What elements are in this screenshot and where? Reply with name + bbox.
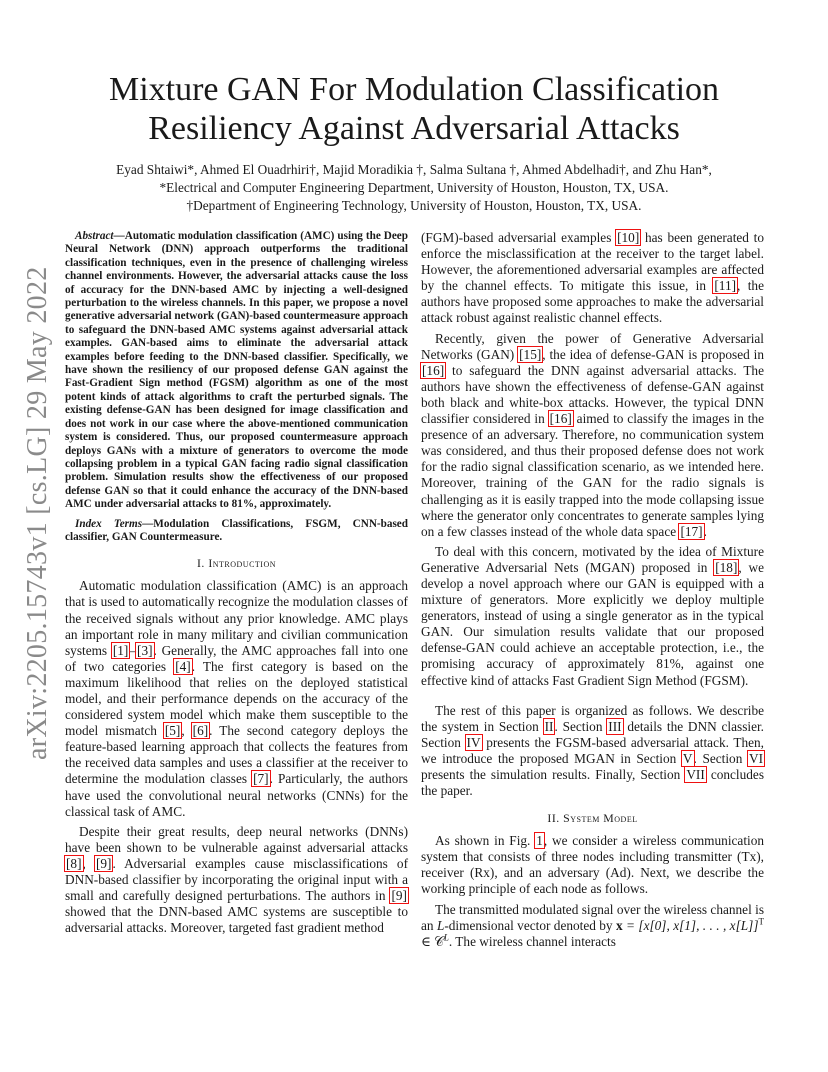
citation-link[interactable]: [11] <box>714 278 737 294</box>
math-expression: = [x[0], x[1], . . . , x[L]] <box>622 917 759 933</box>
text-run: , the idea of defense-GAN is proposed in <box>542 346 764 362</box>
section-heading-introduction <box>65 556 408 571</box>
text-run: (FGM)-based adversarial examples <box>421 230 617 245</box>
title-line-1: Mixture GAN For Modulation Classification <box>108 71 720 108</box>
text-run: . The wireless channel interacts <box>448 933 616 949</box>
text-run: has been generated to enforce the misclassification at the receiver to the target label. However, the aforementioned adversarial examples are affected by the channel effects. To mitigate this issue, in <box>421 230 765 294</box>
math-superscript: L <box>443 932 449 943</box>
section-number: I. <box>196 556 205 571</box>
text-run: , the authors have proposed some approaches to make the adversarial attack robust against realistic channel effects. <box>421 278 764 326</box>
left-column <box>65 230 408 940</box>
citation-link[interactable]: [1] <box>112 642 129 658</box>
text-run: The transmitted modulated signal over the wireless channel is an <box>421 901 764 933</box>
intro-paragraph-6 <box>421 703 764 800</box>
text-run: showed that the DNN-based AMC systems are susceptible to adversarial attacks. Moreover, targeted fast gradient method <box>65 904 408 936</box>
index-terms <box>65 518 408 545</box>
text-run: details the DNN classier. Section <box>421 718 764 750</box>
intro-paragraph-5 <box>421 544 764 689</box>
citation-link[interactable]: [9] <box>391 888 407 904</box>
arxiv-stamp-text: arXiv:2205.15743v1 [cs.LG] 29 May 2022 <box>22 266 53 760</box>
text-run: presents the simulation results. Finally, Section <box>421 767 686 782</box>
abstract <box>65 230 408 512</box>
text-run: , <box>181 723 192 739</box>
text-run: . Section <box>693 750 748 766</box>
section-link[interactable]: IV <box>466 734 481 750</box>
abstract-label: Abstract <box>75 230 114 242</box>
text-run: to safeguard the DNN against adversarial attacks. The authors have shown the effectiveness of defense-GAN against both black and white-box attacks. However, the typical DNN classifier considered in <box>421 362 764 427</box>
math-superscript: T <box>758 916 765 927</box>
system-paragraph-1 <box>421 833 764 897</box>
text-run: . Generally, the AMC approaches fall into one of two categories <box>65 642 409 674</box>
affiliation-et: †Department of Engineering Technology, University of Houston, Houston, TX, USA. <box>186 198 642 213</box>
section-title: Introduction <box>208 556 277 571</box>
citation-link[interactable]: [10] <box>617 230 640 245</box>
citation-link[interactable]: [18] <box>715 559 738 575</box>
citation-link[interactable]: [3] <box>137 642 153 658</box>
title-line-2: Resiliency Against Adversarial Attacks <box>148 110 680 147</box>
author-list: Eyad Shtaiwi*, Ahmed El Ouadrhiri†, Majid Moradikia †, Salma Sultana †, Ahmed Abdelhadi†, and Zhu Han*, <box>116 162 712 177</box>
intro-paragraph-4 <box>421 331 764 540</box>
section-title: System Model <box>563 811 638 826</box>
math-symbol: L <box>436 917 445 933</box>
citation-link[interactable]: [8] <box>66 855 82 871</box>
citation-link[interactable]: [7] <box>253 771 269 787</box>
citation-link[interactable]: [5] <box>164 723 181 739</box>
text-run: Automatic modulation classification (AMC) is an approach that is used to automatically recognize the modulation classes of the received signals without any prior knowledge. AMC plays an important role in many military and civilian communication systems <box>65 578 408 658</box>
system-paragraph-2 <box>421 902 764 950</box>
right-column <box>421 230 764 954</box>
text-run: . <box>703 523 707 539</box>
citation-link[interactable]: [4] <box>175 658 191 674</box>
math-expression: ∈ 𝒞 <box>421 933 444 949</box>
affiliation-ece: *Electrical and Computer Engineering Department, University of Houston, Houston, TX, USA. <box>159 180 669 195</box>
text-run: – <box>129 642 137 658</box>
paper-title <box>70 70 758 148</box>
text-run: As shown in Fig. <box>435 833 536 849</box>
text-run: . Section <box>554 718 608 734</box>
section-link[interactable]: VII <box>686 767 705 782</box>
section-link[interactable]: III <box>608 718 622 734</box>
intro-paragraph-3 <box>421 230 764 327</box>
abstract-text: —Automatic modulation classification (AMC) using the Deep Neural Network (DNN) approach outperforms the traditional classification techniques, even in the presence of challenging wireless channel environments. However, the adversarial attacks cause the loss of accuracy for the DNN-based AMC by injecting a well-designed perturbation to the wireless channels. In this paper, we propose a novel generative adversarial network (GAN)-based countermeasure approach to safeguard the DNN-based AMC systems against adversarial attack examples. GAN-based aims to eliminate the adversarial attack examples before feeding to the DNN-based classifier. Specifically, we have shown the resiliency of our proposed defense GAN against the Fast-Gradient Sign method (FGSM) algorithm as one of the most potent kinds of attack algorithms to craft the perturbed signals. The existing defense-GAN has been designed for image classification and does not work in our case where the above-mentioned communication system is considered. Thus, our proposed countermeasure approach deploys GANs with a mixture of generators to overcome the mode collapsing problem in a typical GAN facing radio signal classification problem. Simulation results show the effectiveness of our proposed defense GAN so that it could enhance the accuracy of the DNN-based AMC under adversarial attacks to 81%, approximately. <box>65 230 408 511</box>
text-run: -dimensional vector denoted by <box>444 917 616 933</box>
intro-paragraph-2 <box>65 824 408 937</box>
text-run: Recently, given the power of Generative Adversarial Networks (GAN) <box>421 330 764 362</box>
citation-link[interactable]: [6] <box>192 723 209 739</box>
text-run: Despite their great results, deep neural networks (DNNs) have been shown to be vulnerable against adversarial attacks <box>65 823 408 855</box>
section-link[interactable]: VI <box>748 750 763 766</box>
intro-paragraph-1 <box>65 578 408 819</box>
text-run: . The second category deploys the feature-based learning approach that collects the features from the received data samples and uses a classifier at the receiver to determine the modulation classes <box>65 723 408 787</box>
section-link[interactable]: II <box>544 718 554 734</box>
text-run: , we develop a novel approach where our GAN is equipped with a mixture of generators. More explicitly we deploy multiple generators, instead of using a single generator as in the typical GAN. Our simulation results validate that our proposed defense-GAN could achieve an acceptable protection, i.e., the promising accuracy of approximately 81%, against one effective kind of attacks Fast Gradient Sign Method (FGSM). <box>421 559 764 688</box>
text-run: . The first category is based on the maximum likelihood that relies on the deployed statistical model, and their performance depends on the accuracy of the considered system model which make them susceptible to the model mismatch <box>65 658 409 739</box>
citation-link[interactable]: [16] <box>422 362 445 378</box>
text-run: To deal with this concern, motivated by the idea of Mixture Generative Adversarial Nets (MGAN) proposed in <box>421 543 764 575</box>
citation-link[interactable]: [9] <box>95 855 112 871</box>
text-run: aimed to classify the images in the presence of an adversary. Therefore, no communication system was considered, and thus their proposed defense does not work for the radio signal classification scenario, as we intended here. Moreover, training of the GAN for the radio signals is challenging as it is easily trapped into the mode collapsing issue where the generator only concentrates to generate samples lying on a few classes instead of the whole data space <box>421 411 764 539</box>
index-terms-text: —Modulation Classifications, FSGM, CNN-based classifier, GAN Countermeasure. <box>65 517 408 543</box>
section-number: II. <box>547 811 560 826</box>
text-run: presents the FGSM-based adversarial attack. Then, we introduce the proposed MGAN in Section <box>421 734 764 766</box>
section-link[interactable]: V <box>682 750 693 766</box>
section-heading-system-model <box>421 811 764 826</box>
paragraph-gap <box>421 693 764 703</box>
citation-link[interactable]: [15] <box>519 346 542 362</box>
text-run: concludes the paper. <box>421 767 764 799</box>
index-terms-label: Index Terms <box>75 517 143 530</box>
figure-link[interactable]: 1 <box>536 833 543 849</box>
math-symbol: x <box>615 917 623 933</box>
text-run: The rest of this paper is organized as follows. We describe the system in Section <box>421 702 764 734</box>
text-run: , <box>82 855 95 871</box>
text-run: . Adversarial examples cause misclassifications of DNN-based classifier by incorporating the original input with a small and carefully designed perturbations. The authors in <box>65 855 408 904</box>
citation-link[interactable]: [16] <box>549 411 572 427</box>
text-run: . Particularly, the authors have used the convolutional neural networks (CNNs) for the classical task of AMC. <box>65 771 408 819</box>
citation-link[interactable]: [17] <box>680 523 703 539</box>
text-run: , we consider a wireless communication system that consists of three nodes including transmitter (Tx), receiver (Rx), and an adversary (Ad). Next, we describe the working principle of each node as follows. <box>421 833 765 897</box>
